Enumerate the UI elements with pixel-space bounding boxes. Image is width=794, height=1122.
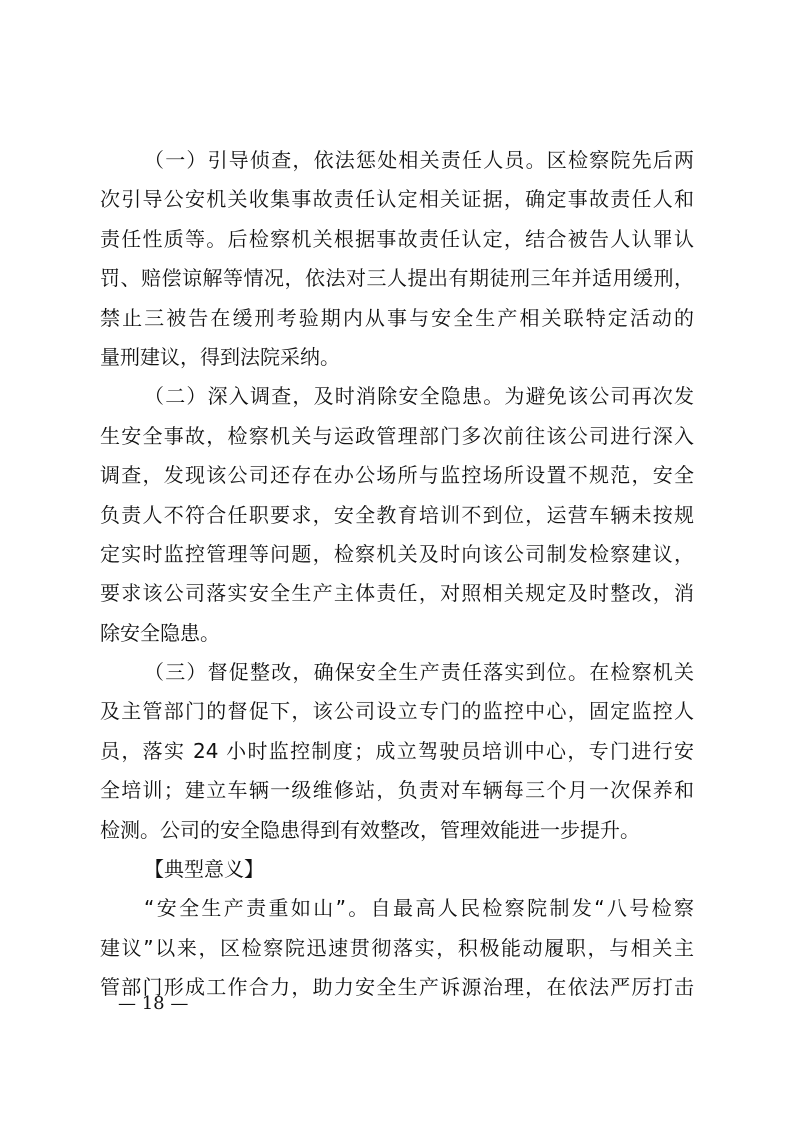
paragraph [100,377,694,653]
body-text [100,141,694,1008]
text-line: （三）督促整改，确保安全生产责任落实到位。在检察机关 [144,660,694,685]
text-line: （一）引导侦查，依法惩处相关责任人员。区检察院先后两 [144,148,694,172]
text-line: 量刑建议，得到法院采纳。 [100,344,340,369]
text-line: 【典型意义】 [144,857,264,882]
text-line: 检测。公司的安全隐患得到有效整改，管理效能进一步提升。 [100,817,640,842]
text-line: 罚、赔偿谅解等情况，依法对三人提出有期徒刑三年并适用缓刑， [100,266,694,291]
paragraph [100,141,694,377]
section-heading [100,850,694,889]
text-line: 次引导公安机关收集事故责任认定相关证据，确定事故责任人和 [100,187,694,212]
text-line: 员，落实 24 小时监控制度；成立驾驶员培训中心，专门进行安 [100,738,694,763]
text-line: 禁止三被告在缓刑考验期内从事与安全生产相关联特定活动的 [100,305,694,330]
text-line: 及主管部门的督促下，该公司设立专门的监控中心，固定监控人 [100,699,694,724]
text-line: 管部门形成工作合力，助力安全生产诉源治理，在依法严厉打击 [100,975,694,1000]
text-line: 责任性质等。后检察机关根据事故责任认定，结合被告人认罪认 [100,226,694,251]
text-line: “安全生产责重如山”。自最高人民检察院制发“八号检察 [144,896,694,921]
text-line: 负责人不符合任职要求，安全教育培训不到位，运营车辆未按规 [100,502,694,527]
text-line: （二）深入调查，及时消除安全隐患。为避免该公司再次发 [144,384,694,409]
text-line: 全培训；建立车辆一级维修站，负责对车辆每三个月一次保养和 [100,778,694,803]
text-line: 定实时监控管理等问题，检察机关及时向该公司制发检察建议， [100,541,694,566]
text-line: 建议”以来，区检察院迅速贯彻落实，积极能动履职，与相关主 [100,935,694,960]
text-line: 要求该公司落实安全生产主体责任，对照相关规定及时整改，消 [100,581,694,606]
page-number: — 18 — [118,993,189,1014]
text-line: 调查，发现该公司还存在办公场所与监控场所设置不规范，安全 [100,463,694,488]
text-line: 生安全事故，检察机关与运政管理部门多次前往该公司进行深入 [100,423,694,448]
paragraph [100,653,694,850]
text-line: 除安全隐患。 [100,620,220,645]
paragraph [100,889,694,1007]
